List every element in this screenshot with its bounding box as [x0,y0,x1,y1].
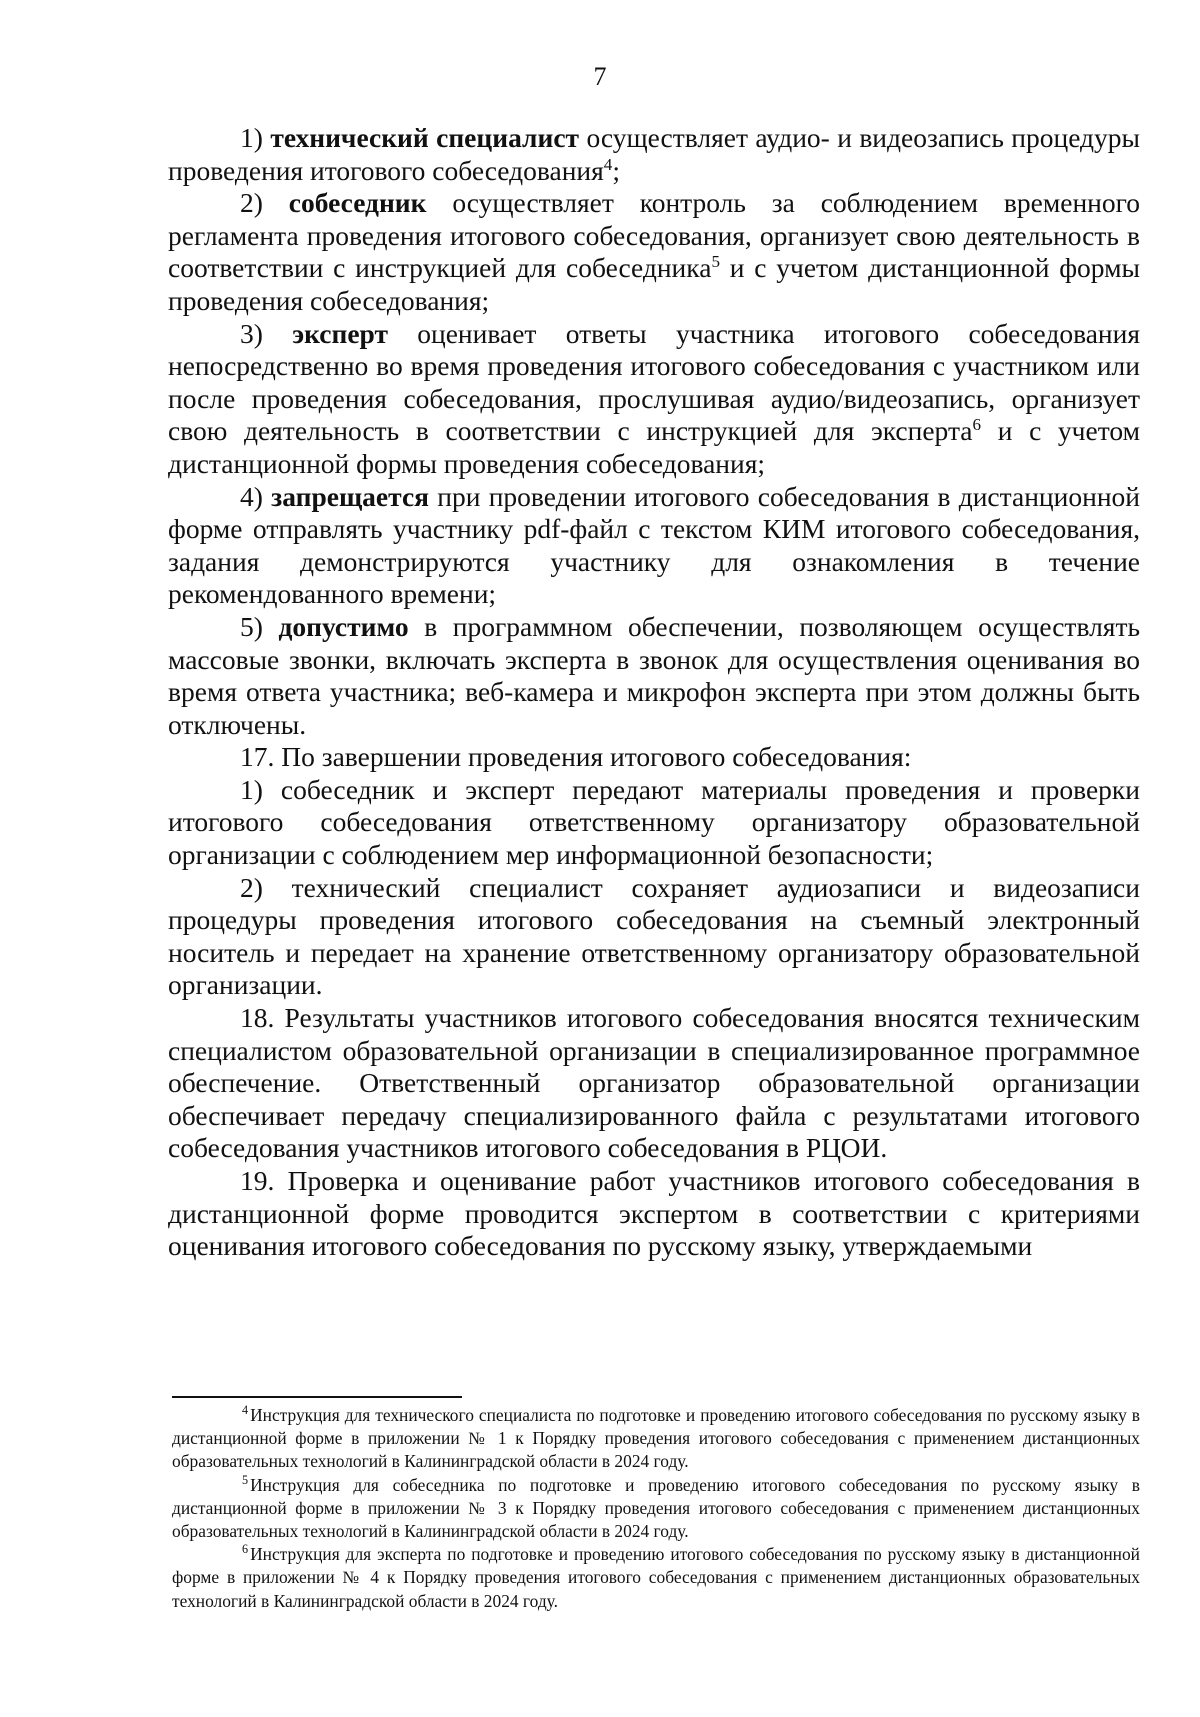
role-term: допустимо [278,610,409,642]
role-term: эксперт [292,317,388,349]
item-text: оценивает ответы участника итогового собеседования непосредственно во время проведения итогового собеседования с участником или после проведения собеседования, прослушивая аудио/видеозапись, организует свою деятельность в соответствии с инструкцией для эксперта [168,317,1140,447]
footnote-text: Инструкция для технического специалиста по подготовке и проведению итогового собеседования по русскому языку в дистанционной форме в приложении № 1 к Порядку проведения итогового собеседования с применением дистанционных образовательных технологий в Калининградской области в 2024 году. [172,1405,1140,1472]
item-text: технический специалист сохраняет аудиозаписи и видеозаписи процедуры проведения итогового собеседования на съемный электронный носитель и передает на хранение ответственному организатору образовательной организации. [168,871,1140,1001]
page-number: 7 [593,62,607,91]
role-term: технический специалист [270,122,580,153]
item-text: осуществляет контроль за соблюдением временного регламента проведения итогового собеседования, организует свою деятельность в соответствии с инструкцией для собеседника [168,187,1140,284]
list-item [168,318,1140,481]
footnote-mark: 5 [242,1472,249,1487]
item-number: 3) [240,317,263,349]
footnote-ref[interactable]: 4 [603,154,613,174]
footnote [172,1474,1140,1544]
document-body [168,122,1140,1263]
item-text: в программном обеспечении, позволяющем осуществлять массовые звонки, включать эксперта в звонок для осуществления оценивания во время ответа участника; веб-камера и микрофон эксперта при этом должны быть отключены. [168,610,1140,740]
footnote [172,1543,1140,1613]
footnote-mark: 6 [242,1542,249,1557]
list-item [168,481,1140,611]
clause-number: 19. [240,1165,275,1196]
list-item [168,872,1140,1002]
footnote-mark: 4 [242,1403,249,1418]
footnote-text: Инструкция для собеседника по подготовке и проведению итогового собеседования по русскому языку в дистанционной форме в приложении № 3 к Порядку проведения итогового собеседования с применением дистанционных образовательных технологий в Калининградской области в 2024 году. [172,1474,1140,1542]
item-text: осуществляет аудио- и видеозапись процедуры проведения итогового собеседования [168,122,1140,186]
footnote-divider [172,1396,462,1398]
item-number: 4) [240,480,263,512]
clause-number: 17. [240,741,275,773]
list-item [168,122,1140,187]
item-text: собеседник и эксперт передают материалы проведения и проверки итогового собеседования ответственному организатору образовательной организации с соблюдением мер информационной безопасности; [168,773,1140,871]
item-number: 2) [240,871,263,903]
clause-text: Результаты участников итогового собеседования вносятся техническим специалистом образовательной организации в специализированное программное обеспечение. Ответственный организатор образовательной организации обеспечивает передачу специализированного файла с результатами итогового собеседования участников итогового собеседования в РЦОИ. [168,1002,1140,1164]
item-number: 1) [240,122,263,153]
item-number: 5) [240,610,263,642]
item-number: 2) [240,187,263,219]
list-item [168,187,1140,317]
item-text-tail: и с учетом дистанционной формы проведения собеседования; [168,415,1141,479]
list-item [168,774,1140,872]
footnote [172,1404,1140,1474]
item-text-tail: ; [612,154,620,186]
role-term: запрещается [271,480,430,512]
footnotes [172,1404,1140,1613]
list-item [168,611,1140,741]
clause-text: По завершении проведения итогового собеседования: [274,741,912,773]
section-clause [168,1002,1140,1165]
section-clause [168,741,1140,774]
section-clause [168,1165,1140,1263]
item-text-tail: и с учетом дистанционной формы проведения собеседования; [168,252,1140,316]
footnote-ref[interactable]: 5 [711,252,720,272]
role-term: собеседник [288,187,427,219]
footnote-ref[interactable]: 6 [972,415,982,435]
footnote-text: Инструкция для эксперта по подготовке и проведению итогового собеседования по русскому языку в дистанционной форме в приложении № 4 к Порядку проведения итогового собеседования с применением дистанционных образовательных технологий в Калининградской области в 2024 году. [172,1544,1140,1611]
clause-number: 18. [240,1002,275,1034]
item-number: 1) [240,773,263,805]
clause-text: Проверка и оценивание работ участников итогового собеседования в дистанционной форме проводится экспертом в соответствии с критериями оценивания итогового собеседования по русскому языку, утверждаемыми [168,1165,1140,1262]
item-text: при проведении итогового собеседования в дистанционной форме отправлять участнику pdf-файл с текстом КИМ итогового собеседования, задания демонстрируются участнику для ознакомления в течение рекомендованного времени; [168,480,1140,610]
